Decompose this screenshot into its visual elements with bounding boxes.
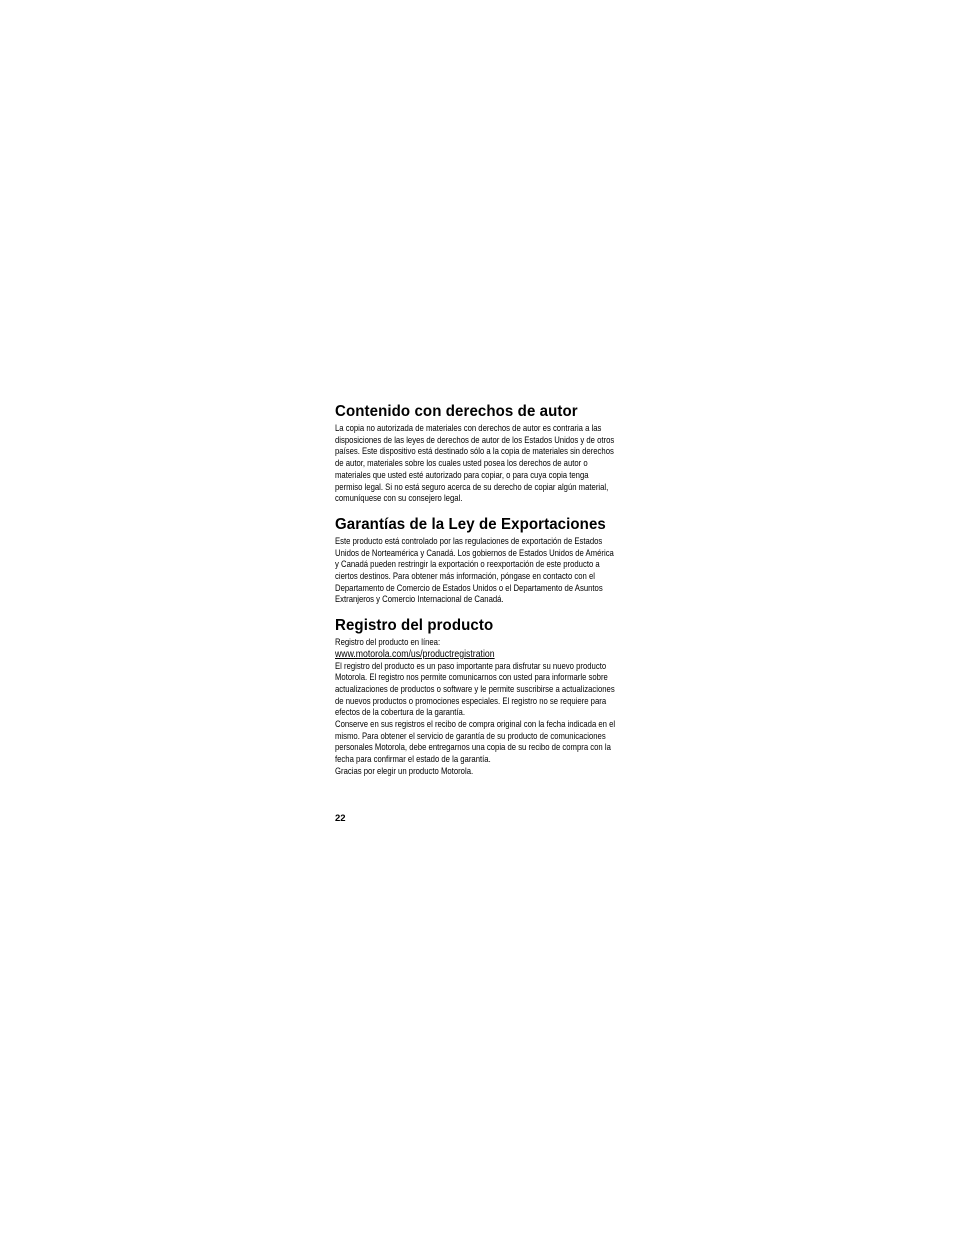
section-paragraph: Este producto está controlado por las regulaciones de exportación de Estados Unidos de Norteamérica y Canadá. Los gobiernos de Estados Unidos de América y Canadá pueden restringir la exportación o reexportación de este producto a ciertos destinos. Para obtener más información, póngase en contacto con el Departamento de Comercio de Estados Unidos o el Departamento de Asuntos Extranjeros y Comercio Internacional de Canadá. (335, 535, 614, 605)
section-export (335, 515, 619, 606)
section-heading: Garantías de la Ley de Exportaciones (335, 515, 606, 533)
section-registration (335, 616, 619, 777)
page-number: 22 (335, 813, 346, 824)
registration-link[interactable]: www.motorola.com/us/productregistration (335, 648, 495, 660)
section-heading: Contenido con derechos de autor (335, 403, 578, 420)
page-content (335, 402, 619, 788)
registration-intro: Registro del producto en línea: (335, 637, 441, 648)
section-paragraph: Gracias por elegir un producto Motorola. (335, 765, 474, 776)
section-paragraph: El registro del producto es un paso importante para disfrutar su nuevo producto Motorola. El registro nos permite comunicarnos con usted para informarle sobre actualizaciones de productos o software y le permite suscribirse a actualizaciones de nuevos productos o promociones especiales. El registro no se requiere para efectos de la cobertura de la garantía. (335, 660, 615, 718)
section-paragraph: Conserve en sus registros el recibo de compra original con la fecha indicada en el mismo. Para obtener el servicio de garantía de su producto de comunicaciones personales Motorola, debe entregarnos una copia de su recibo de compra con la fecha para confirmar el estado de la garantía. (335, 719, 616, 765)
section-heading: Registro del producto (335, 617, 494, 635)
section-copyright (335, 402, 619, 505)
section-paragraph: La copia no autorizada de materiales con derechos de autor es contraria a las disposiciones de las leyes de derechos de autor de los Estados Unidos y de otros países. Este dispositivo está destinado sólo a la copia de materiales sin derechos de autor, materiales sobre los cuales usted posea los derechos de autor o materiales que usted esté autorizado para copiar, o para cuya copia tenga permiso legal. Si no está seguro acerca de su derecho de copiar algún material, comuníquese con su consejero legal. (335, 423, 615, 504)
